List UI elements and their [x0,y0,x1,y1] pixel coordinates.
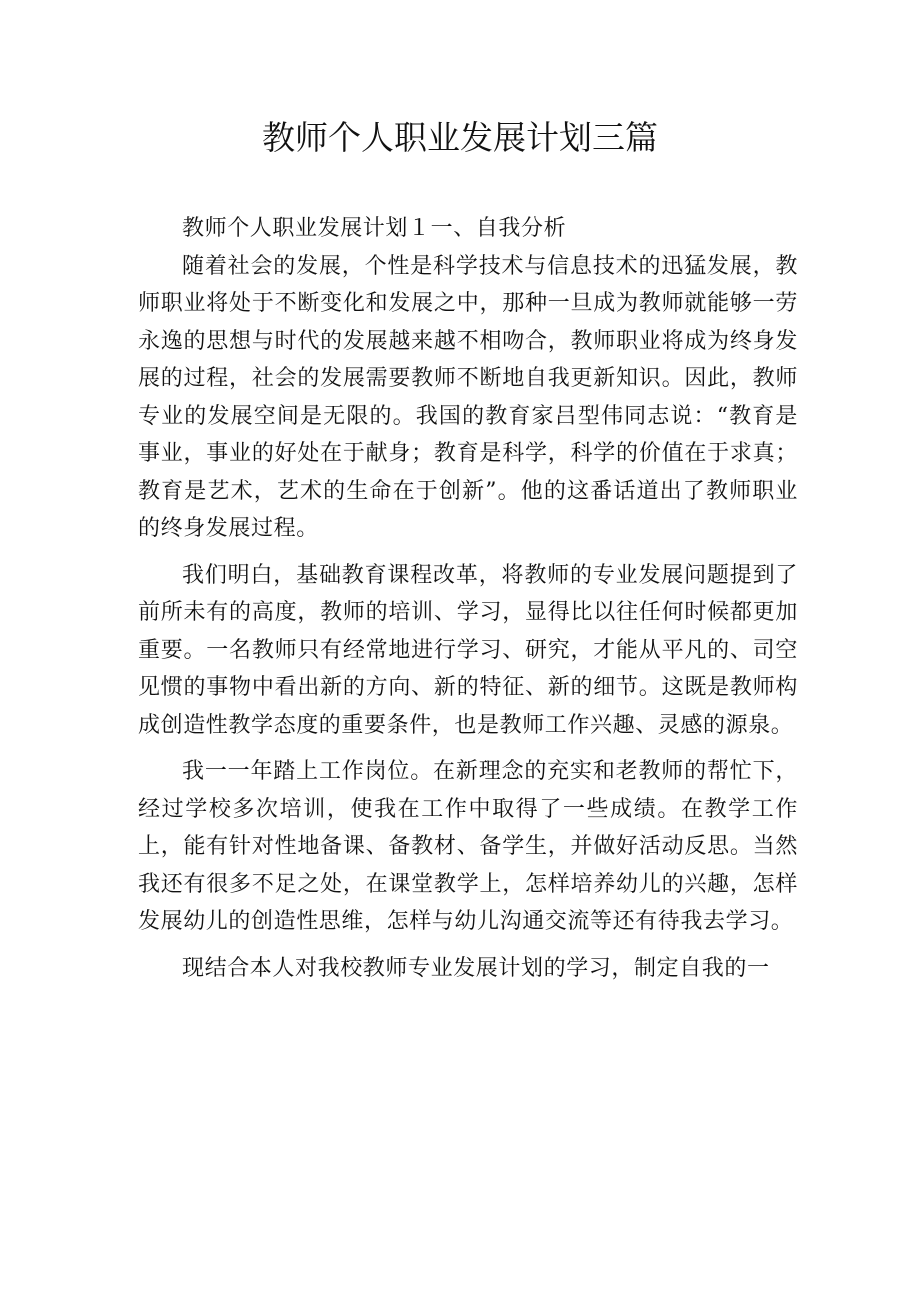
document-title: 教师个人职业发展计划三篇 [262,118,658,157]
paragraph: 我一一年踏上工作岗位。在新理念的充实和老教师的帮忙下，经过学校多次培训，使我在工作中取得了一些成绩。在教学工作上，能有针对性地备课、备教材、备学生，并做好活动反思。当然我还有很多不足之处，在课堂教学上，怎样培养幼儿的兴趣，怎样发展幼儿的创造性思维，怎样与幼儿沟通交流等还有待我去学习。 [138,759,798,934]
paragraph: 现结合本人对我校教师专业发展计划的学习，制定自我的一 [182,955,770,981]
section-heading: 教师个人职业发展计划１一、自我分析 [182,216,567,241]
paragraph: 随着社会的发展，个性是科学技术与信息技术的迅猛发展，教师职业将处于不断变化和发展之中，那种一旦成为教师就能够一劳永逸的思想与时代的发展越来越不相吻合，教师职业将成为终身发展的过程，社会的发展需要教师不断地自我更新知识。因此，教师专业的发展空间是无限的。我国的教育家吕型伟同志说：“教育是事业，事业的好处在于献身；教育是科学，科学的价值在于求真；教育是艺术，艺术的生命在于创新”。他的这番话道出了教师职业的终身发展过程。 [138,253,798,541]
paragraph: 我们明白，基础教育课程改革，将教师的专业发展问题提到了前所未有的高度，教师的培训、学习，显得比以往任何时候都更加重要。一名教师只有经常地进行学习、研究，才能从平凡的、司空见惯的事物中看出新的方向、新的特征、新的细节。这既是教师构成创造性教学态度的重要条件，也是教师工作兴趣、灵感的源泉。 [138,562,798,738]
document-body [138,210,798,987]
